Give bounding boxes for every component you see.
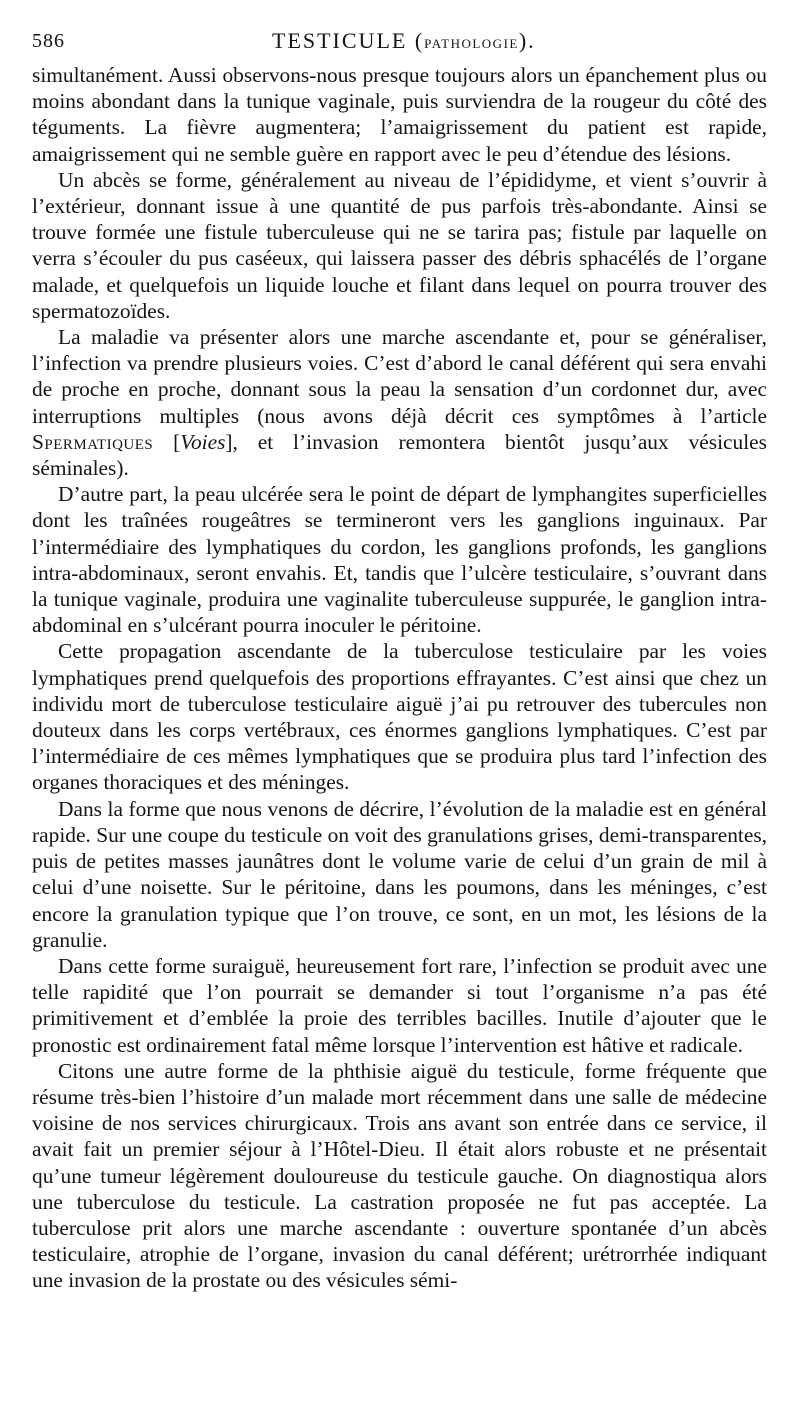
book-page [32,18,767,1294]
paragraph-3-text-c: ], et l’invasion remontera bientôt jusqu’aux vésicules séminales). [32,429,767,481]
running-title-open: ( [407,28,425,53]
running-title-main: TESTICULE [272,28,408,53]
paragraph-1: simultanément. Aussi observons-nous presque toujours alors un épanchement plus ou moins abondant dans la tunique vaginale, puis surviendra de la rougeur du côté des téguments. La fièvre augmentera; l’amaigrissement du patient est rapide, amaigrissement qui ne semble guère en rapport avec le peu d’étendue des lésions. [32,63,767,166]
paragraph-6: Dans la forme que nous venons de décrire, l’évolution de la maladie est en général rapide. Sur une coupe du testicule on voit des granulations grises, demi-transparentes, puis de petites masses jaunâtres dont le volume varie de celui d’un grain de mil à celui d’une noisette. Sur le péritoine, dans les poumons, dans les méninges, c’est encore la granulation typique que l’on trouve, ce sont, en un mot, les lésions de la granulie. [32,796,767,952]
paragraph-5: Cette propagation ascendante de la tuberculose testiculaire par les voies lymphatiques prend quelquefois des proportions effrayantes. C’est ainsi que chez un individu mort de tuberculose testiculaire aiguë j’ai pu retrouver des tubercules non douteux dans les corps vertébraux, ces énormes ganglions lymphatiques. C’est par l’intermédiaire de ces mêmes lymphatiques que se produira plus tard l’infection des organes thoraciques et des méninges. [32,639,767,795]
paragraph-7: Dans cette forme suraiguë, heureusement fort rare, l’infection se produit avec une telle rapidité que l’on pourrait se demander si tout l’organisme n’a pas été primitivement et d’emblée la proie des terribles bacilles. Inutile d’ajouter que le pronostic est ordinairement fatal même lorsque l’intervention est hâtive et radicale. [32,953,767,1057]
article-reference-subtitle: Voies [180,429,226,454]
article-reference: Spermatiques [32,429,154,454]
paragraph-3-text-a: La maladie va présenter alors une marche ascendante et, pour se généraliser, l’infection va prendre plusieurs voies. C’est d’abord le canal déférent qui sera envahi de proche en proche, donnant sous la peau la sensation d’un cordonnet dur, avec interruptions multiples (nous avons déjà décrit ces symptômes à l’article [32,325,767,428]
paragraph-3-text-b: [ [153,429,181,454]
running-head [32,18,767,62]
paragraph-2: Un abcès se forme, généralement au niveau de l’épididyme, et vient s’ouvrir à l’extérieur, donnant issue à une quantité de pus parfois très-abondante. Ainsi se trouve formée une fistule tuberculeuse qui ne se tarira pas; fistule par laquelle on verra s’écouler du pus caséeux, qui laissera passer des débris sphacélés de l’organe malade, et quelquefois un liquide louche et filant dans lequel on pourra trouver des spermatozoïdes. [32,167,767,323]
paragraph-4: D’autre part, la peau ulcérée sera le point de départ de lymphangites superficielles dont les traînées rougeâtres se termineront vers les ganglions inguinaux. Par l’intermédiaire des lymphatiques du cordon, les ganglions profonds, les ganglions intra-abdominaux, seront envahis. Et, tandis que l’ulcère testiculaire, s’ouvrant dans la tunique vaginale, produira une vaginalite tuberculeuse suppurée, le ganglion intra-abdominal en s’ulcérant pourra inoculer le péritoine. [32,482,767,638]
paragraph-3 [32,324,767,481]
running-title [272,28,536,54]
running-title-close: ). [518,28,536,53]
page-number: 586 [32,30,65,52]
paragraph-8: Citons une autre forme de la phthisie aiguë du testicule, forme fréquente que résume très-bien l’histoire d’un malade mort récemment dans une salle de médecine voisine de nos services chirurgicaux. Trois ans avant son entrée dans ce service, il avait fait un premier séjour à l’Hôtel-Dieu. Il était alors robuste et ne présentait qu’une tumeur légèrement douloureuse du testicule gauche. On diagnostiqua alors une tuberculose du testicule. La castration proposée ne fut pas acceptée. La tuberculose prit alors une marche ascendante : ouverture spontanée d’un abcès testiculaire, atrophie de l’organe, invasion du canal déférent; urétrorrhée indiquant une invasion de la prostate ou des vésicules sémi- [32,1058,767,1293]
running-title-sub: PATHOLOGIE [424,36,519,51]
